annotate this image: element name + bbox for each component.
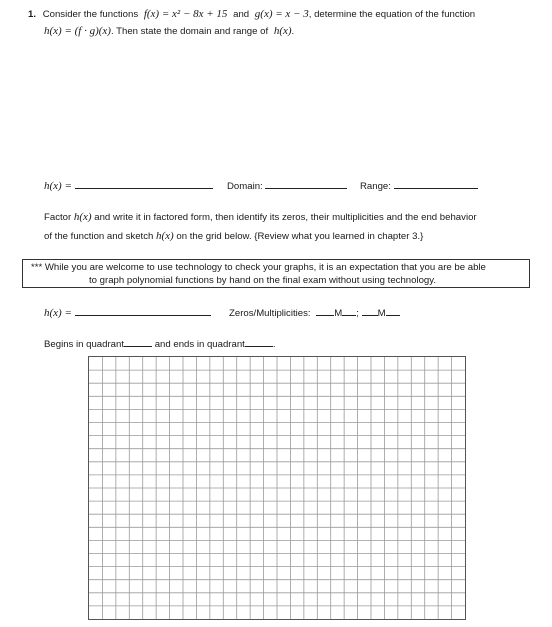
h-reference: h(x) <box>273 25 292 37</box>
period-2: . <box>272 339 276 350</box>
question-text-line-1 <box>28 8 475 20</box>
multiplicity-1-label: M <box>334 308 343 319</box>
multiplicity-2-label: M <box>377 308 386 319</box>
begins-quadrant-blank[interactable] <box>124 337 152 347</box>
zeros-label: Zeros/Multiplicities: <box>229 308 311 319</box>
domain-blank[interactable] <box>265 179 347 189</box>
question-number: 1. <box>28 9 37 20</box>
technology-notice-box <box>22 259 530 288</box>
range-answer <box>360 179 478 192</box>
grid-lines <box>89 357 465 619</box>
h-answer-blank[interactable] <box>75 179 213 189</box>
factored-form-row <box>44 306 211 319</box>
factor-instructions-line-2 <box>44 230 423 242</box>
multiplicity-1-blank[interactable] <box>342 306 356 316</box>
question-line2-text: . Then state the domain and range of <box>110 26 269 37</box>
multiplicity-2-blank[interactable] <box>386 306 400 316</box>
factor-instructions-line-1 <box>44 211 477 223</box>
notice-line-1: *** While you are welcome to use technology to check your graphs, it is an expectation that you are be able <box>31 262 486 273</box>
and-word: and <box>233 9 250 20</box>
question-intro: Consider the functions <box>42 9 139 20</box>
h-ref-1: h(x) <box>73 211 92 223</box>
question-text-line-2 <box>44 25 294 37</box>
g-expression: g(x) = x − 3 <box>254 8 309 20</box>
zero-1-blank[interactable] <box>316 306 334 316</box>
domain-label: Domain: <box>227 181 263 192</box>
zeros-multiplicities <box>229 306 400 319</box>
separator: ; <box>356 308 359 319</box>
end-behavior-row <box>44 337 276 350</box>
h-label-2: h(x) = <box>44 307 72 319</box>
h-ref-2: h(x) <box>156 230 174 242</box>
zero-2-blank[interactable] <box>362 306 378 316</box>
factored-form-blank[interactable] <box>75 306 211 316</box>
range-blank[interactable] <box>394 179 478 189</box>
domain-answer <box>227 179 347 192</box>
period: . <box>291 26 295 37</box>
ends-quadrant-blank[interactable] <box>245 337 273 347</box>
factor-text: Factor <box>44 212 72 223</box>
begins-label: Begins in quadrant <box>44 339 125 350</box>
h-answer-row <box>44 179 213 192</box>
f-expression: f(x) = x² − 8x + 15 <box>143 8 228 20</box>
factor-text-3: of the function and sketch <box>44 231 154 242</box>
graph-grid[interactable] <box>88 356 466 620</box>
question-line1-end: , determine the equation of the function <box>308 9 476 20</box>
h-definition: h(x) = (f · g)(x) <box>44 25 111 37</box>
factor-text-4: on the grid below. {Review what you learned in chapter 3.} <box>176 231 424 242</box>
notice-line-2: to graph polynomial functions by hand on the final exam without using technology. <box>89 275 437 286</box>
h-label: h(x) = <box>44 180 72 192</box>
factor-text-2: and write it in factored form, then identify its zeros, their multiplicities and the end behavior <box>94 212 477 223</box>
range-label: Range: <box>360 181 391 192</box>
ends-label: and ends in quadrant <box>154 339 245 350</box>
